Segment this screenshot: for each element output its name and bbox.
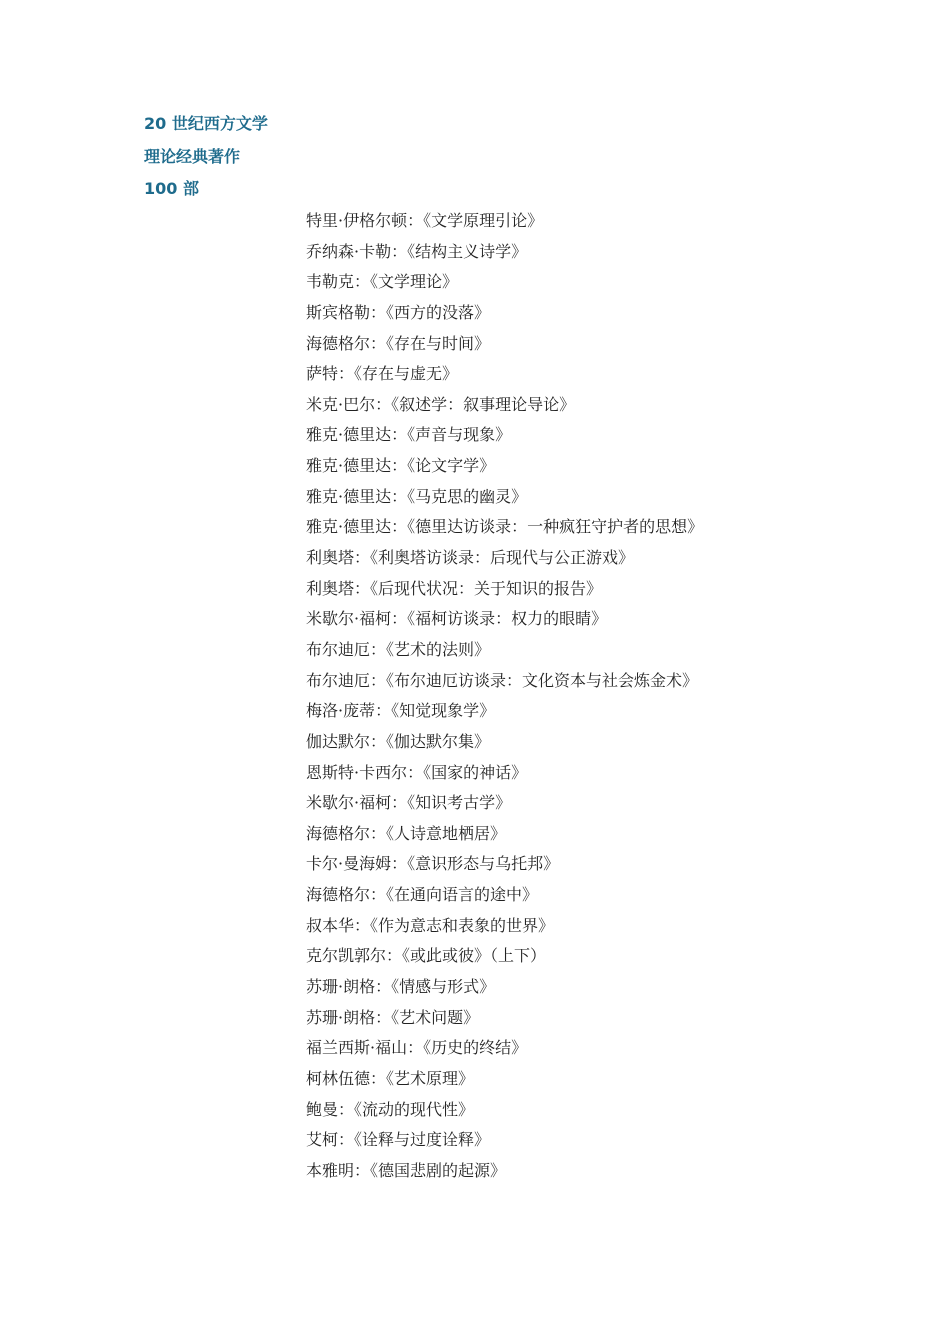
book-list-item: 克尔凯郭尔：《或此或彼》（上下） — [306, 946, 547, 966]
book-list-item: 特里·伊格尔顿：《文学原理引论》 — [306, 211, 544, 230]
book-list-item: 恩斯特·卡西尔：《国家的神话》 — [306, 762, 528, 782]
book-list-item: 斯宾格勒：《西方的没落》 — [306, 302, 491, 322]
book-list-item: 鲍曼：《流动的现代性》 — [306, 1099, 475, 1119]
heading-line-3: 100 部 — [144, 179, 199, 198]
book-list-item: 米歇尔·福柯：《福柯访谈录：权力的眼睛》 — [306, 609, 608, 629]
book-list-item: 艾柯：《诠释与过度诠释》 — [306, 1130, 491, 1150]
book-list-item: 本雅明：《德国悲剧的起源》 — [306, 1160, 507, 1180]
heading-line-1: 20 世纪西方文学 — [144, 114, 268, 133]
book-list-item: 布尔迪厄：《艺术的法则》 — [306, 639, 491, 659]
book-list-item: 利奥塔：《利奥塔访谈录：后现代与公正游戏》 — [306, 548, 635, 568]
book-list-item: 梅洛·庞蒂：《知觉现象学》 — [306, 701, 496, 721]
book-list-item: 海德格尔：《在通向语言的途中》 — [306, 885, 539, 905]
book-list-item: 布尔迪厄：《布尔迪厄访谈录：文化资本与社会炼金术》 — [306, 670, 699, 690]
book-list-item: 韦勒克：《文学理论》 — [306, 272, 459, 292]
book-list-item: 雅克·德里达：《声音与现象》 — [306, 425, 512, 445]
book-list-item: 海德格尔：《人诗意地栖居》 — [306, 823, 507, 843]
book-list-item: 萨特：《存在与虚无》 — [306, 364, 459, 384]
book-list-item: 苏珊·朗格：《艺术问题》 — [306, 1007, 480, 1027]
book-list-item: 雅克·德里达：《德里达访谈录：一种疯狂守护者的思想》 — [306, 517, 704, 537]
book-list — [306, 206, 906, 1187]
book-list-item: 海德格尔：《存在与时间》 — [306, 333, 491, 353]
book-list-item: 伽达默尔：《伽达默尔集》 — [306, 731, 491, 751]
book-list-item: 福兰西斯·福山：《历史的终结》 — [306, 1038, 528, 1058]
heading-line-2: 理论经典著作 — [144, 146, 241, 166]
book-list-item: 米歇尔·福柯：《知识考古学》 — [306, 793, 512, 813]
book-list-item: 利奥塔：《后现代状况：关于知识的报告》 — [306, 578, 603, 598]
book-list-item: 柯林伍德：《艺术原理》 — [306, 1068, 475, 1088]
book-list-item: 雅克·德里达：《马克思的幽灵》 — [306, 486, 528, 506]
book-list-item: 米克·巴尔：《叙述学：叙事理论导论》 — [306, 394, 576, 414]
book-list-item: 叔本华：《作为意志和表象的世界》 — [306, 915, 555, 935]
book-list-item: 卡尔·曼海姆：《意识形态与乌托邦》 — [306, 854, 560, 874]
book-list-item: 雅克·德里达：《论文字学》 — [306, 456, 496, 476]
book-list-item: 乔纳森·卡勒：《结构主义诗学》 — [306, 241, 528, 261]
book-list-item: 苏珊·朗格：《情感与形式》 — [306, 977, 496, 997]
document-heading — [144, 108, 324, 206]
